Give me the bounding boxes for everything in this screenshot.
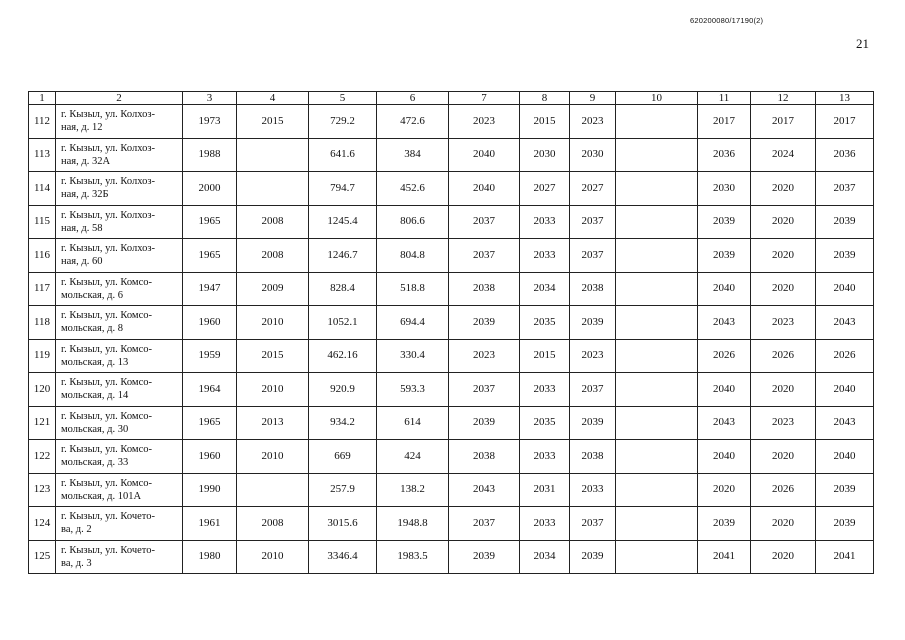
value-cell: 2023	[570, 105, 616, 139]
value-cell: 2023	[751, 306, 816, 340]
address-line: мольская, д. 30	[61, 423, 129, 435]
table-row	[29, 406, 874, 440]
value-cell: 2015	[520, 105, 570, 139]
value-cell: 2039	[816, 507, 874, 541]
value-cell: 2041	[816, 540, 874, 574]
value-cell: 2040	[698, 272, 751, 306]
address-line: г. Кызыл, ул. Комсо-	[61, 276, 152, 288]
value-cell: 518.8	[377, 272, 449, 306]
address-line: г. Кызыл, ул. Колхоз-	[61, 142, 155, 154]
value-cell: 2040	[698, 373, 751, 407]
address-cell	[56, 205, 183, 239]
value-cell: 2015	[520, 339, 570, 373]
value-cell: 2040	[698, 440, 751, 474]
value-cell: 2037	[570, 373, 616, 407]
value-cell: 1965	[183, 205, 237, 239]
value-cell: 2009	[237, 272, 309, 306]
value-cell: 694.4	[377, 306, 449, 340]
value-cell: 1965	[183, 406, 237, 440]
address-cell	[56, 272, 183, 306]
address-cell	[56, 339, 183, 373]
value-cell: 2034	[520, 272, 570, 306]
value-cell: 2038	[570, 272, 616, 306]
value-cell: 2034	[520, 540, 570, 574]
column-header: 12	[751, 92, 816, 105]
table-row	[29, 105, 874, 139]
value-cell: 2020	[751, 172, 816, 206]
value-cell: 2013	[237, 406, 309, 440]
row-number-cell: 115	[29, 205, 56, 239]
value-cell: 2030	[520, 138, 570, 172]
value-cell	[616, 507, 698, 541]
column-header: 9	[570, 92, 616, 105]
value-cell: 2030	[698, 172, 751, 206]
value-cell: 2026	[816, 339, 874, 373]
value-cell	[616, 406, 698, 440]
address-cell	[56, 138, 183, 172]
housing-table	[28, 91, 874, 574]
address-line: ва, д. 2	[61, 524, 92, 536]
value-cell: 1983.5	[377, 540, 449, 574]
value-cell: 424	[377, 440, 449, 474]
value-cell: 2033	[570, 473, 616, 507]
value-cell: 1961	[183, 507, 237, 541]
table-row	[29, 306, 874, 340]
address-cell	[56, 172, 183, 206]
value-cell: 2043	[449, 473, 520, 507]
value-cell: 2020	[751, 205, 816, 239]
value-cell: 593.3	[377, 373, 449, 407]
address-line: мольская, д. 8	[61, 323, 123, 335]
value-cell	[616, 138, 698, 172]
address-line: ная, д. 12	[61, 122, 103, 134]
value-cell: 2037	[449, 239, 520, 273]
header-row	[29, 92, 874, 105]
column-header: 10	[616, 92, 698, 105]
value-cell: 2017	[698, 105, 751, 139]
value-cell	[237, 172, 309, 206]
value-cell: 1245.4	[309, 205, 377, 239]
value-cell: 2017	[816, 105, 874, 139]
table-row	[29, 507, 874, 541]
value-cell: 2020	[751, 373, 816, 407]
address-line: мольская, д. 6	[61, 289, 123, 301]
value-cell: 2008	[237, 239, 309, 273]
value-cell: 2043	[698, 406, 751, 440]
address-line: ная, д. 60	[61, 256, 103, 268]
value-cell: 2020	[751, 272, 816, 306]
address-line: мольская, д. 13	[61, 356, 129, 368]
table-row	[29, 138, 874, 172]
value-cell: 2017	[751, 105, 816, 139]
value-cell: 2039	[570, 540, 616, 574]
address-line: г. Кызыл, ул. Колхоз-	[61, 243, 155, 255]
value-cell: 641.6	[309, 138, 377, 172]
address-line: мольская, д. 101А	[61, 490, 142, 502]
document-code: 620200080/17190(2)	[690, 16, 764, 25]
value-cell: 472.6	[377, 105, 449, 139]
value-cell	[616, 172, 698, 206]
column-header: 3	[183, 92, 237, 105]
value-cell: 2015	[237, 105, 309, 139]
value-cell: 257.9	[309, 473, 377, 507]
table-row	[29, 205, 874, 239]
value-cell: 2030	[570, 138, 616, 172]
value-cell: 2020	[751, 540, 816, 574]
table-row	[29, 239, 874, 273]
value-cell: 2023	[751, 406, 816, 440]
column-header: 13	[816, 92, 874, 105]
address-line: г. Кызыл, ул. Комсо-	[61, 343, 152, 355]
value-cell: 452.6	[377, 172, 449, 206]
address-line: г. Кызыл, ул. Комсо-	[61, 410, 152, 422]
value-cell: 2010	[237, 440, 309, 474]
table-row	[29, 172, 874, 206]
value-cell	[616, 440, 698, 474]
row-number-cell: 119	[29, 339, 56, 373]
value-cell: 2020	[751, 239, 816, 273]
table-row	[29, 440, 874, 474]
address-line: г. Кызыл, ул. Комсо-	[61, 377, 152, 389]
value-cell: 1964	[183, 373, 237, 407]
value-cell	[616, 306, 698, 340]
column-header: 5	[309, 92, 377, 105]
table-row	[29, 540, 874, 574]
row-number-cell: 117	[29, 272, 56, 306]
value-cell: 1990	[183, 473, 237, 507]
value-cell: 3346.4	[309, 540, 377, 574]
table-row	[29, 339, 874, 373]
value-cell: 2033	[520, 239, 570, 273]
value-cell: 2026	[698, 339, 751, 373]
table-row	[29, 473, 874, 507]
value-cell: 2035	[520, 406, 570, 440]
value-cell: 2039	[449, 540, 520, 574]
value-cell: 2043	[698, 306, 751, 340]
value-cell: 2039	[449, 406, 520, 440]
value-cell: 804.8	[377, 239, 449, 273]
column-header: 7	[449, 92, 520, 105]
address-cell	[56, 540, 183, 574]
value-cell: 1965	[183, 239, 237, 273]
value-cell	[237, 473, 309, 507]
column-header: 2	[56, 92, 183, 105]
value-cell: 1960	[183, 440, 237, 474]
value-cell: 806.6	[377, 205, 449, 239]
table-body	[29, 105, 874, 574]
value-cell	[616, 205, 698, 239]
value-cell	[616, 540, 698, 574]
address-line: ная, д. 58	[61, 222, 103, 234]
value-cell: 1973	[183, 105, 237, 139]
value-cell: 2015	[237, 339, 309, 373]
value-cell: 1052.1	[309, 306, 377, 340]
value-cell: 1960	[183, 306, 237, 340]
address-line: г. Кызыл, ул. Колхоз-	[61, 176, 155, 188]
value-cell: 2010	[237, 373, 309, 407]
value-cell: 2037	[816, 172, 874, 206]
value-cell: 2039	[449, 306, 520, 340]
value-cell: 920.9	[309, 373, 377, 407]
row-number-cell: 114	[29, 172, 56, 206]
value-cell: 2039	[816, 473, 874, 507]
address-cell	[56, 306, 183, 340]
value-cell: 2038	[449, 272, 520, 306]
value-cell: 330.4	[377, 339, 449, 373]
address-cell	[56, 105, 183, 139]
value-cell: 2036	[816, 138, 874, 172]
address-line: мольская, д. 33	[61, 457, 129, 469]
row-number-cell: 116	[29, 239, 56, 273]
value-cell: 2040	[816, 440, 874, 474]
address-line: ва, д. 3	[61, 557, 92, 569]
value-cell: 794.7	[309, 172, 377, 206]
value-cell: 1947	[183, 272, 237, 306]
address-cell	[56, 373, 183, 407]
value-cell: 2026	[751, 473, 816, 507]
value-cell: 2040	[449, 138, 520, 172]
value-cell: 2026	[751, 339, 816, 373]
value-cell: 2037	[570, 205, 616, 239]
value-cell: 2023	[570, 339, 616, 373]
value-cell: 2010	[237, 540, 309, 574]
value-cell: 2023	[449, 339, 520, 373]
column-header: 8	[520, 92, 570, 105]
value-cell: 2000	[183, 172, 237, 206]
value-cell	[616, 339, 698, 373]
value-cell: 2023	[449, 105, 520, 139]
page-number: 21	[856, 36, 869, 51]
address-cell	[56, 440, 183, 474]
value-cell: 669	[309, 440, 377, 474]
address-line: г. Кызыл, ул. Колхоз-	[61, 109, 155, 121]
value-cell: 2020	[751, 507, 816, 541]
value-cell: 384	[377, 138, 449, 172]
value-cell: 2020	[751, 440, 816, 474]
address-line: г. Кызыл, ул. Комсо-	[61, 477, 152, 489]
address-line: г. Кызыл, ул. Кочето-	[61, 544, 155, 556]
value-cell: 2024	[751, 138, 816, 172]
row-number-cell: 118	[29, 306, 56, 340]
address-line: мольская, д. 14	[61, 390, 129, 402]
value-cell: 1959	[183, 339, 237, 373]
address-line: г. Кызыл, ул. Колхоз-	[61, 209, 155, 221]
value-cell: 2035	[520, 306, 570, 340]
value-cell: 2010	[237, 306, 309, 340]
value-cell: 2043	[816, 406, 874, 440]
value-cell: 2038	[570, 440, 616, 474]
column-header: 11	[698, 92, 751, 105]
value-cell: 2040	[816, 373, 874, 407]
column-header: 4	[237, 92, 309, 105]
value-cell: 1948.8	[377, 507, 449, 541]
value-cell: 2043	[816, 306, 874, 340]
column-header: 1	[29, 92, 56, 105]
value-cell	[616, 105, 698, 139]
address-line: г. Кызыл, ул. Комсо-	[61, 444, 152, 456]
value-cell: 2039	[698, 205, 751, 239]
value-cell: 2037	[449, 205, 520, 239]
value-cell	[616, 373, 698, 407]
value-cell: 828.4	[309, 272, 377, 306]
value-cell: 2039	[570, 306, 616, 340]
value-cell: 2039	[816, 205, 874, 239]
value-cell: 934.2	[309, 406, 377, 440]
value-cell: 2039	[698, 507, 751, 541]
value-cell: 2040	[449, 172, 520, 206]
address-line: г. Кызыл, ул. Кочето-	[61, 511, 155, 523]
address-line: г. Кызыл, ул. Комсо-	[61, 310, 152, 322]
value-cell: 2039	[570, 406, 616, 440]
value-cell: 2039	[698, 239, 751, 273]
value-cell: 2033	[520, 440, 570, 474]
row-number-cell: 124	[29, 507, 56, 541]
row-number-cell: 125	[29, 540, 56, 574]
row-number-cell: 122	[29, 440, 56, 474]
address-line: ная, д. 32А	[61, 155, 111, 167]
address-cell	[56, 507, 183, 541]
value-cell: 2037	[570, 507, 616, 541]
value-cell: 2036	[698, 138, 751, 172]
row-number-cell: 120	[29, 373, 56, 407]
value-cell: 2027	[570, 172, 616, 206]
column-header: 6	[377, 92, 449, 105]
value-cell: 2033	[520, 205, 570, 239]
value-cell	[237, 138, 309, 172]
address-cell	[56, 239, 183, 273]
address-line: ная, д. 32Б	[61, 189, 109, 201]
row-number-cell: 123	[29, 473, 56, 507]
value-cell: 1980	[183, 540, 237, 574]
value-cell: 2037	[449, 507, 520, 541]
table-row	[29, 272, 874, 306]
value-cell: 1246.7	[309, 239, 377, 273]
row-number-cell: 112	[29, 105, 56, 139]
value-cell: 2037	[570, 239, 616, 273]
value-cell: 462.16	[309, 339, 377, 373]
value-cell: 729.2	[309, 105, 377, 139]
table-row	[29, 373, 874, 407]
value-cell: 2033	[520, 373, 570, 407]
value-cell: 2037	[449, 373, 520, 407]
value-cell: 2031	[520, 473, 570, 507]
value-cell: 1988	[183, 138, 237, 172]
value-cell: 2027	[520, 172, 570, 206]
row-number-cell: 121	[29, 406, 56, 440]
value-cell: 2008	[237, 507, 309, 541]
row-number-cell: 113	[29, 138, 56, 172]
value-cell: 3015.6	[309, 507, 377, 541]
value-cell	[616, 239, 698, 273]
value-cell: 2033	[520, 507, 570, 541]
value-cell: 2038	[449, 440, 520, 474]
value-cell: 2008	[237, 205, 309, 239]
value-cell	[616, 272, 698, 306]
value-cell: 2020	[698, 473, 751, 507]
value-cell: 138.2	[377, 473, 449, 507]
value-cell: 614	[377, 406, 449, 440]
value-cell: 2039	[816, 239, 874, 273]
address-cell	[56, 473, 183, 507]
value-cell: 2041	[698, 540, 751, 574]
value-cell	[616, 473, 698, 507]
address-cell	[56, 406, 183, 440]
value-cell: 2040	[816, 272, 874, 306]
